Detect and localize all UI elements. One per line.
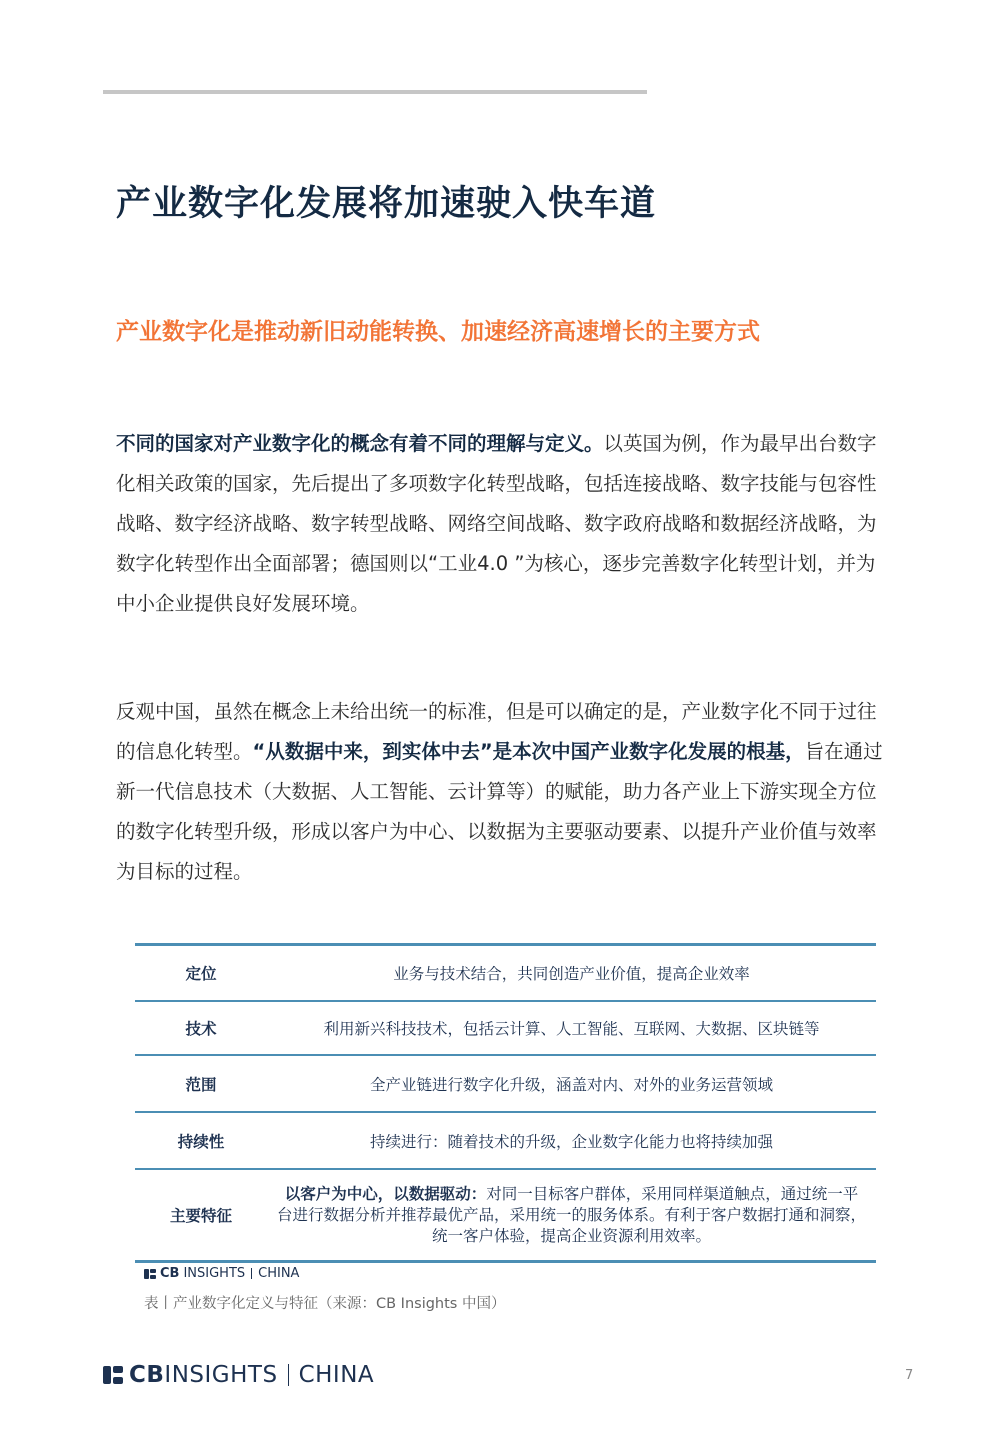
row-key: 主要特征	[169, 1207, 232, 1225]
paragraph-2-body: 旨在通过新一代信息技术（大数据、人工智能、云计算等）的赋能，助力各产业上下游实现全方位的数字化转型升级，形成以客户为中心、以数据为主要驱动要素、以提升产业价值与效率为目标的过程。	[116, 740, 883, 883]
table-row	[135, 945, 876, 1002]
paragraph-1-lead: 不同的国家对产业数字化的概念有着不同的理解与定义。	[116, 432, 604, 455]
footer-logo-separator	[288, 1364, 289, 1386]
footer-insights-text: INSIGHTS	[164, 1362, 278, 1388]
paragraph-2-intro: 反观中国，虽然在概念上未给出统一的标准，但是可以确定的是，产业数字化不同于过往的信息化转型。	[116, 700, 877, 763]
row-value: 业务与技术结合，共同创造产业价值，提高企业效率	[267, 945, 876, 1002]
footer-logo	[103, 1362, 374, 1388]
table-source-logo	[144, 1266, 299, 1281]
table-row	[135, 1055, 876, 1112]
footer-brand	[129, 1362, 278, 1388]
cb-logo-icon	[144, 1269, 156, 1279]
paragraph-1-body: 以英国为例，作为最早出台数字化相关政策的国家，先后提出了多项数字化转型战略，包括连接战略、数字技能与包容性战略、数字经济战略、数字转型战略、网络空间战略、数字政府战略和数据经济战略，为数字化转型作出全面部署；德国则以“工业4.0 ”为核心，逐步完善数字化转型计划，并为中小企业提供良好发展环境。	[116, 432, 877, 615]
logo-china-text: CHINA	[258, 1266, 300, 1281]
row-value: 全产业链进行数字化升级，涵盖对内、对外的业务运营领域	[267, 1055, 876, 1112]
page-number: 7	[905, 1368, 914, 1383]
row-value	[267, 1169, 876, 1262]
page-title: 产业数字化发展将加速驶入快车道	[116, 184, 657, 224]
table-caption: 表丨产业数字化定义与特征（来源：CB Insights 中国）	[144, 1296, 506, 1312]
paragraph-2-emphasis: “从数据中来，到实体中去”是本次中国产业数字化发展的根基，	[252, 740, 805, 763]
row-key: 范围	[135, 1055, 267, 1112]
row-key: 持续性	[135, 1112, 267, 1169]
feature-body: 对同一目标客户群体，采用同样渠道触点，通过统一平台进行数据分析并推荐最优产品，采用统一的服务体系。有利于客户数据打通和洞察，统一客户体验，提高企业资源利用效率。	[277, 1184, 867, 1245]
table-row	[135, 1112, 876, 1169]
cb-logo-icon	[103, 1366, 123, 1384]
row-key: 技术	[135, 1001, 267, 1055]
row-value: 利用新兴科技技术，包括云计算、人工智能、互联网、大数据、区块链等	[267, 1001, 876, 1055]
paragraph-1	[116, 424, 891, 624]
row-key: 定位	[135, 945, 267, 1002]
footer-cb-text: CB	[129, 1362, 165, 1388]
paragraph-2	[116, 692, 891, 892]
logo-insights-text: INSIGHTS	[183, 1266, 246, 1281]
top-divider	[103, 90, 647, 94]
feature-lead: 以客户为中心，以数据驱动：	[284, 1184, 487, 1203]
footer-china-text: CHINA	[298, 1362, 375, 1388]
definition-table	[135, 943, 876, 1263]
section-subtitle: 产业数字化是推动新旧动能转换、加速经济高速增长的主要方式	[116, 319, 760, 345]
table-row	[135, 1001, 876, 1055]
logo-cb-text: CB	[160, 1266, 180, 1281]
logo-separator	[251, 1268, 252, 1279]
table-row-features	[135, 1169, 876, 1262]
row-value: 持续进行：随着技术的升级，企业数字化能力也将持续加强	[267, 1112, 876, 1169]
